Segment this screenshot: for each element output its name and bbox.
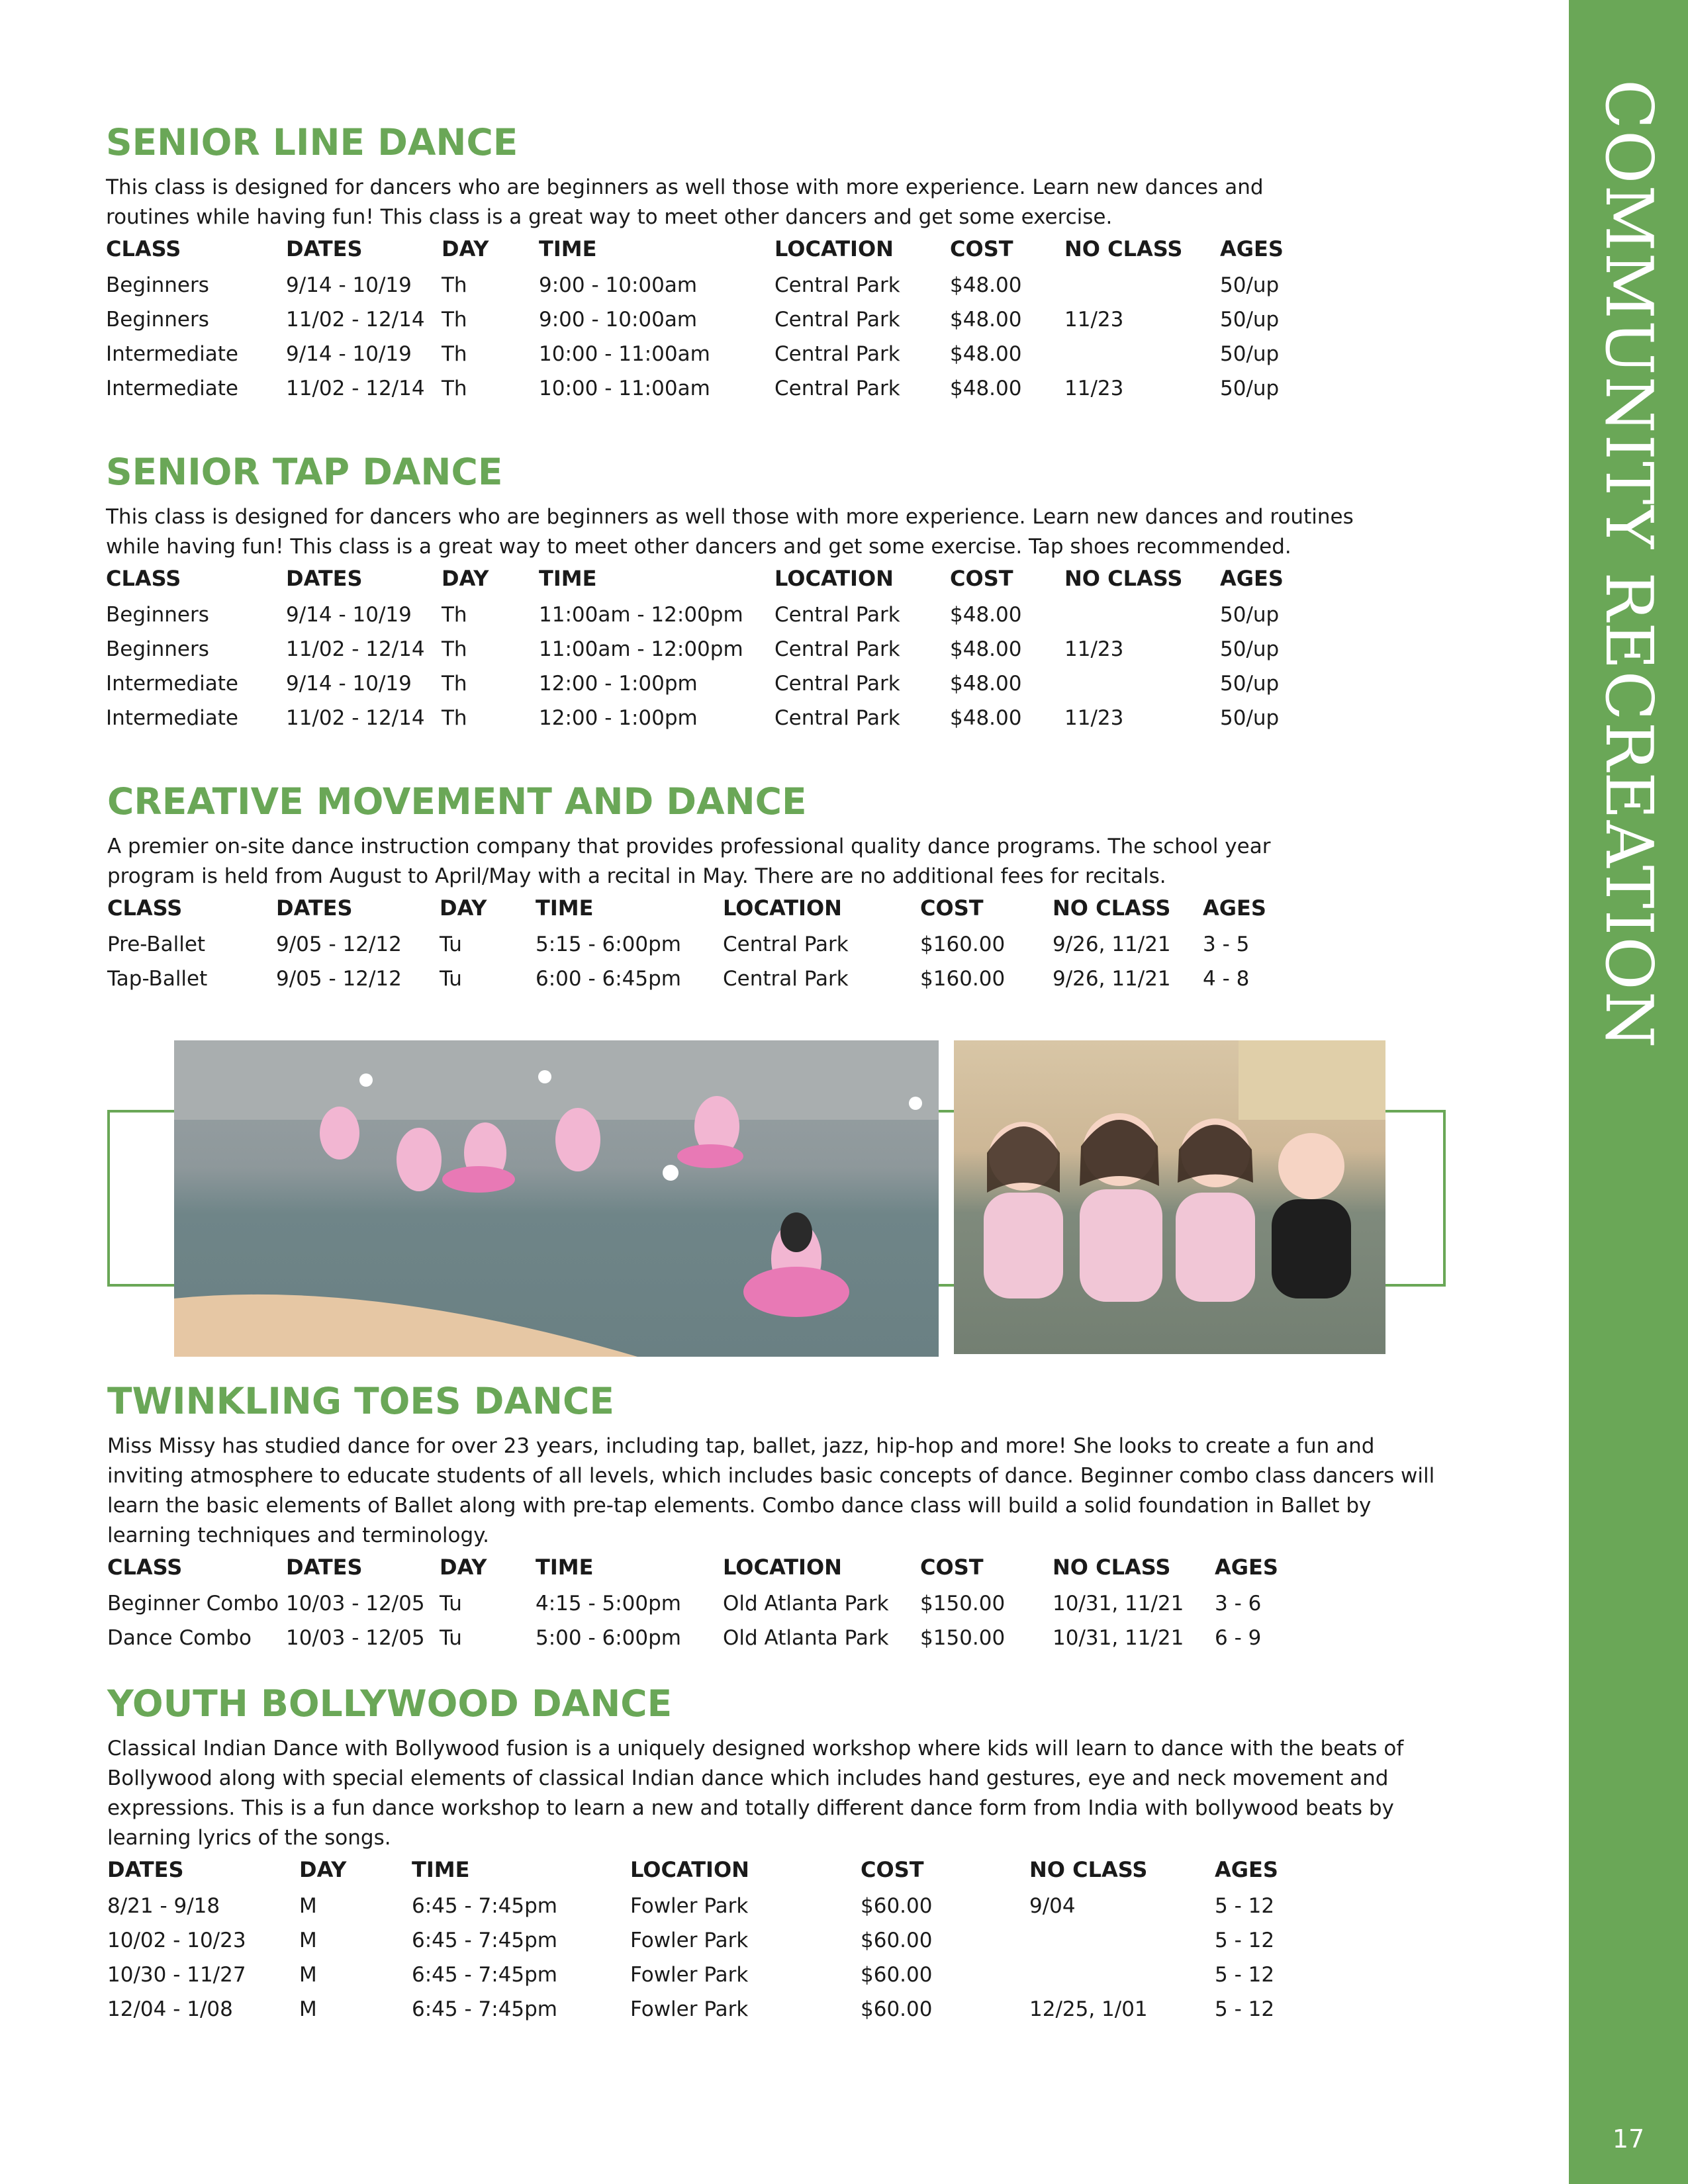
table-cell: Central Park (723, 967, 849, 991)
table-row (107, 929, 1270, 963)
table-row (107, 1588, 1434, 1622)
column-header: DAY (442, 566, 489, 591)
table-cell: $60.00 (861, 1997, 933, 2021)
table-cell: 4:15 - 5:00pm (536, 1592, 681, 1615)
table-row (106, 304, 1280, 338)
table-cell: Old Atlanta Park (723, 1626, 889, 1650)
table-cell: Central Park (774, 706, 900, 730)
table-cell: 10:00 - 11:00am (539, 377, 710, 400)
table-header (106, 235, 1284, 269)
table-cell: Intermediate (106, 672, 239, 696)
column-header: DATES (286, 236, 363, 261)
table-cell: 3 - 5 (1203, 933, 1250, 956)
column-header: DAY (299, 1857, 347, 1882)
table-cell: Central Park (774, 637, 900, 661)
table-cell: Central Park (774, 273, 900, 297)
column-header: TIME (539, 236, 597, 261)
youth-bollywood-heading: YOUTH BOLLYWOOD DANCE (107, 1682, 673, 1725)
table-cell: 5:00 - 6:00pm (536, 1626, 681, 1650)
table-header (107, 894, 1270, 929)
table-cell: 6:45 - 7:45pm (412, 1929, 557, 1952)
table-cell: 50/up (1220, 273, 1280, 297)
table-cell: Intermediate (106, 706, 239, 730)
table-row (106, 633, 1354, 668)
table-cell: 6 - 9 (1215, 1626, 1262, 1650)
four-girls-photo (954, 1040, 1385, 1354)
table-cell: 11:00am - 12:00pm (539, 637, 743, 661)
column-header: CLASS (106, 566, 181, 591)
column-header: CLASS (106, 236, 181, 261)
column-header: AGES (1220, 566, 1284, 591)
table-cell: Tu (440, 967, 462, 991)
column-header: LOCATION (630, 1857, 749, 1882)
table-cell: Central Park (774, 377, 900, 400)
table-cell: 9/14 - 10/19 (286, 273, 412, 297)
table-cell: $150.00 (920, 1592, 1006, 1615)
table-cell: M (299, 1963, 317, 1987)
table-cell: 11/02 - 12/14 (286, 637, 425, 661)
table-cell: Fowler Park (630, 1997, 749, 2021)
senior-line-dance-description: This class is designed for dancers who are beginners as well those with more experience. Learn new dances and routines while having fun! This class is a great way to meet other dancers and get some exercise. (106, 175, 1264, 229)
table-cell: 9:00 - 10:00am (539, 273, 698, 297)
creative-movement-schedule (107, 894, 1270, 997)
column-header: AGES (1215, 1555, 1278, 1580)
table-cell: $48.00 (950, 377, 1022, 400)
column-header: LOCATION (774, 236, 894, 261)
table-cell: $48.00 (950, 672, 1022, 696)
table-cell: $160.00 (920, 967, 1006, 991)
table-row (106, 599, 1354, 633)
column-header: DAY (440, 895, 487, 921)
senior-tap-dance-heading: SENIOR TAP DANCE (106, 451, 503, 493)
column-header: NO CLASS (1053, 1555, 1171, 1580)
table-cell: Tu (440, 1626, 462, 1650)
table-row (106, 373, 1280, 407)
column-header: DATES (276, 895, 353, 921)
table-cell: 9/26, 11/21 (1053, 933, 1171, 956)
column-header: DAY (440, 1555, 487, 1580)
table-cell: Pre-Ballet (107, 933, 206, 956)
table-cell: M (299, 1894, 317, 1918)
table-cell: Tu (440, 1592, 462, 1615)
column-header: NO CLASS (1053, 895, 1171, 921)
column-header: TIME (536, 895, 594, 921)
youth-bollywood-description: Classical Indian Dance with Bollywood fusion is a uniquely designed workshop where kids will learn to dance with the beats of Bollywood along with special elements of classical Indian dance which includes hand gestures, eye and neck movement and expressions. This is a fun dance workshop to learn a new and totally different dance form from India with bollywood beats by learning lyrics of the songs. (107, 1737, 1404, 1850)
table-cell: Th (442, 637, 467, 661)
table-cell: 12:00 - 1:00pm (539, 672, 698, 696)
column-header: DATES (107, 1857, 184, 1882)
table-cell: 6:45 - 7:45pm (412, 1997, 557, 2021)
table-cell: Dance Combo (107, 1626, 252, 1650)
table-header (106, 565, 1354, 599)
column-header: AGES (1220, 236, 1284, 261)
table-cell: Central Park (774, 603, 900, 627)
table-cell: 9/04 (1029, 1894, 1076, 1918)
table-cell: Beginners (106, 637, 209, 661)
column-header: CLASS (107, 1555, 183, 1580)
table-cell: 9/14 - 10/19 (286, 603, 412, 627)
table-cell: Th (442, 342, 467, 366)
table-cell: $160.00 (920, 933, 1006, 956)
table-cell: $48.00 (950, 342, 1022, 366)
section-title: COMMUNITY RECREATION (1591, 79, 1666, 1050)
table-cell: 6:45 - 7:45pm (412, 1894, 557, 1918)
table-cell: M (299, 1929, 317, 1952)
table-cell: $48.00 (950, 706, 1022, 730)
table-cell: Intermediate (106, 342, 239, 366)
table-header (107, 1856, 1403, 1890)
twinkling-toes-heading: TWINKLING TOES DANCE (107, 1380, 614, 1422)
column-header: CLASS (107, 895, 183, 921)
table-cell: 12/04 - 1/08 (107, 1997, 233, 2021)
column-header: NO CLASS (1064, 566, 1183, 591)
table-row (106, 668, 1354, 702)
table-cell: M (299, 1997, 317, 2021)
column-header: LOCATION (723, 895, 842, 921)
table-row (106, 338, 1280, 373)
table-cell: 5 - 12 (1215, 1963, 1275, 1987)
senior-tap-dance-schedule (106, 565, 1354, 737)
column-header: LOCATION (774, 566, 894, 591)
twinkling-toes-section (107, 1380, 1435, 1657)
table-cell: 50/up (1220, 706, 1280, 730)
table-cell: 10/03 - 12/05 (286, 1592, 425, 1615)
column-header: NO CLASS (1064, 236, 1183, 261)
table-cell: Old Atlanta Park (723, 1592, 889, 1615)
table-cell: Th (442, 603, 467, 627)
table-cell: Th (442, 706, 467, 730)
table-cell: 10/03 - 12/05 (286, 1626, 425, 1650)
table-cell: $150.00 (920, 1626, 1006, 1650)
senior-line-dance-section (106, 121, 1284, 407)
column-header: AGES (1203, 895, 1266, 921)
column-header: AGES (1215, 1857, 1278, 1882)
table-cell: 3 - 6 (1215, 1592, 1262, 1615)
senior-line-dance-schedule (106, 235, 1284, 407)
table-cell: Central Park (723, 933, 849, 956)
table-cell: Beginners (106, 273, 209, 297)
table-row (106, 269, 1280, 304)
table-cell: $48.00 (950, 273, 1022, 297)
column-header: TIME (412, 1857, 470, 1882)
table-cell: 11/02 - 12/14 (286, 308, 425, 332)
table-cell: Beginners (106, 308, 209, 332)
table-row (107, 1925, 1403, 1959)
column-header: COST (920, 895, 984, 921)
table-cell: 11/23 (1064, 637, 1124, 661)
senior-tap-dance-section (106, 451, 1354, 737)
table-cell: 50/up (1220, 672, 1280, 696)
table-row (107, 1993, 1403, 2028)
table-cell: 11/23 (1064, 308, 1124, 332)
table-cell: Beginner Combo (107, 1592, 279, 1615)
table-cell: $48.00 (950, 637, 1022, 661)
column-header: TIME (536, 1555, 594, 1580)
twinkling-toes-description: Miss Missy has studied dance for over 23 years, including tap, ballet, jazz, hip-hop and more! She looks to create a fun and inviting atmosphere to educate students of all levels, which includes basic concepts of dance. Beginner combo class dancers will learn the basic elements of Ballet along with pre-tap elements. Combo dance class will build a solid foundation in Ballet by learning techniques and terminology. (107, 1434, 1435, 1547)
column-header: LOCATION (723, 1555, 842, 1580)
table-cell: 11:00am - 12:00pm (539, 603, 743, 627)
table-cell: 9/05 - 12/12 (276, 967, 402, 991)
table-cell: Fowler Park (630, 1929, 749, 1952)
table-header (107, 1553, 1434, 1588)
table-cell: 10/30 - 11/27 (107, 1963, 246, 1987)
table-cell: 10:00 - 11:00am (539, 342, 710, 366)
table-cell: Tu (440, 933, 462, 956)
table-cell: 8/21 - 9/18 (107, 1894, 220, 1918)
table-row (107, 1890, 1403, 1925)
table-cell: 12:00 - 1:00pm (539, 706, 698, 730)
table-cell: 50/up (1220, 603, 1280, 627)
table-cell: 11/23 (1064, 377, 1124, 400)
table-cell: Intermediate (106, 377, 239, 400)
table-cell: $48.00 (950, 308, 1022, 332)
youth-bollywood-schedule (107, 1856, 1403, 2028)
table-cell: 6:00 - 6:45pm (536, 967, 681, 991)
table-cell: 50/up (1220, 637, 1280, 661)
table-cell: 9/05 - 12/12 (276, 933, 402, 956)
table-cell: 50/up (1220, 342, 1280, 366)
table-cell: 4 - 8 (1203, 967, 1250, 991)
column-header: COST (950, 236, 1013, 261)
table-cell: 50/up (1220, 377, 1280, 400)
table-cell: 11/23 (1064, 706, 1124, 730)
table-cell: 5 - 12 (1215, 1997, 1275, 2021)
table-cell: Th (442, 273, 467, 297)
sidebar-title (1569, 0, 1688, 1125)
table-row (107, 1622, 1434, 1657)
column-header: DATES (286, 566, 363, 591)
table-cell: Fowler Park (630, 1894, 749, 1918)
table-cell: $48.00 (950, 603, 1022, 627)
creative-movement-section (107, 780, 1271, 997)
table-cell: 12/25, 1/01 (1029, 1997, 1148, 2021)
table-cell: 5 - 12 (1215, 1894, 1275, 1918)
table-cell: 50/up (1220, 308, 1280, 332)
table-cell: 10/02 - 10/23 (107, 1929, 246, 1952)
table-cell: Beginners (106, 603, 209, 627)
twinkling-toes-schedule (107, 1553, 1434, 1657)
column-header: COST (920, 1555, 984, 1580)
table-cell: 11/02 - 12/14 (286, 706, 425, 730)
column-header: COST (950, 566, 1013, 591)
table-cell: Th (442, 672, 467, 696)
table-cell: Fowler Park (630, 1963, 749, 1987)
creative-movement-heading: CREATIVE MOVEMENT AND DANCE (107, 780, 807, 823)
table-cell: 10/31, 11/21 (1053, 1626, 1184, 1650)
table-cell: Th (442, 308, 467, 332)
table-cell: 5:15 - 6:00pm (536, 933, 681, 956)
table-cell: Tap-Ballet (107, 967, 208, 991)
table-cell: $60.00 (861, 1894, 933, 1918)
table-cell: Th (442, 377, 467, 400)
column-header: NO CLASS (1029, 1857, 1148, 1882)
youth-bollywood-section (107, 1682, 1404, 2028)
table-row (106, 702, 1354, 737)
table-cell: 11/02 - 12/14 (286, 377, 425, 400)
column-header: DAY (442, 236, 489, 261)
table-cell: 6:45 - 7:45pm (412, 1963, 557, 1987)
table-cell: 9/14 - 10/19 (286, 342, 412, 366)
table-cell: 9:00 - 10:00am (539, 308, 698, 332)
table-cell: Central Park (774, 672, 900, 696)
senior-tap-dance-description: This class is designed for dancers who are beginners as well those with more experience. Learn new dances and routines while having fun! This class is a great way to meet other dancers and get some exercise. Tap shoes recommended. (106, 505, 1354, 559)
page-number: 17 (1612, 2124, 1645, 2154)
senior-line-dance-heading: SENIOR LINE DANCE (106, 121, 518, 163)
column-header: COST (861, 1857, 924, 1882)
column-header: TIME (539, 566, 597, 591)
table-cell: 9/26, 11/21 (1053, 967, 1171, 991)
ballet-class-photo (174, 1040, 939, 1357)
table-cell: Central Park (774, 308, 900, 332)
table-cell: 5 - 12 (1215, 1929, 1275, 1952)
table-cell: 10/31, 11/21 (1053, 1592, 1184, 1615)
table-cell: $60.00 (861, 1963, 933, 1987)
column-header: DATES (286, 1555, 363, 1580)
table-row (107, 963, 1270, 997)
table-cell: Central Park (774, 342, 900, 366)
table-cell: $60.00 (861, 1929, 933, 1952)
table-cell: 9/14 - 10/19 (286, 672, 412, 696)
table-row (107, 1959, 1403, 1993)
creative-movement-description: A premier on-site dance instruction company that provides professional quality dance programs. The school year program is held from August to April/May with a recital in May. There are no additional fees for recitals. (107, 835, 1271, 888)
